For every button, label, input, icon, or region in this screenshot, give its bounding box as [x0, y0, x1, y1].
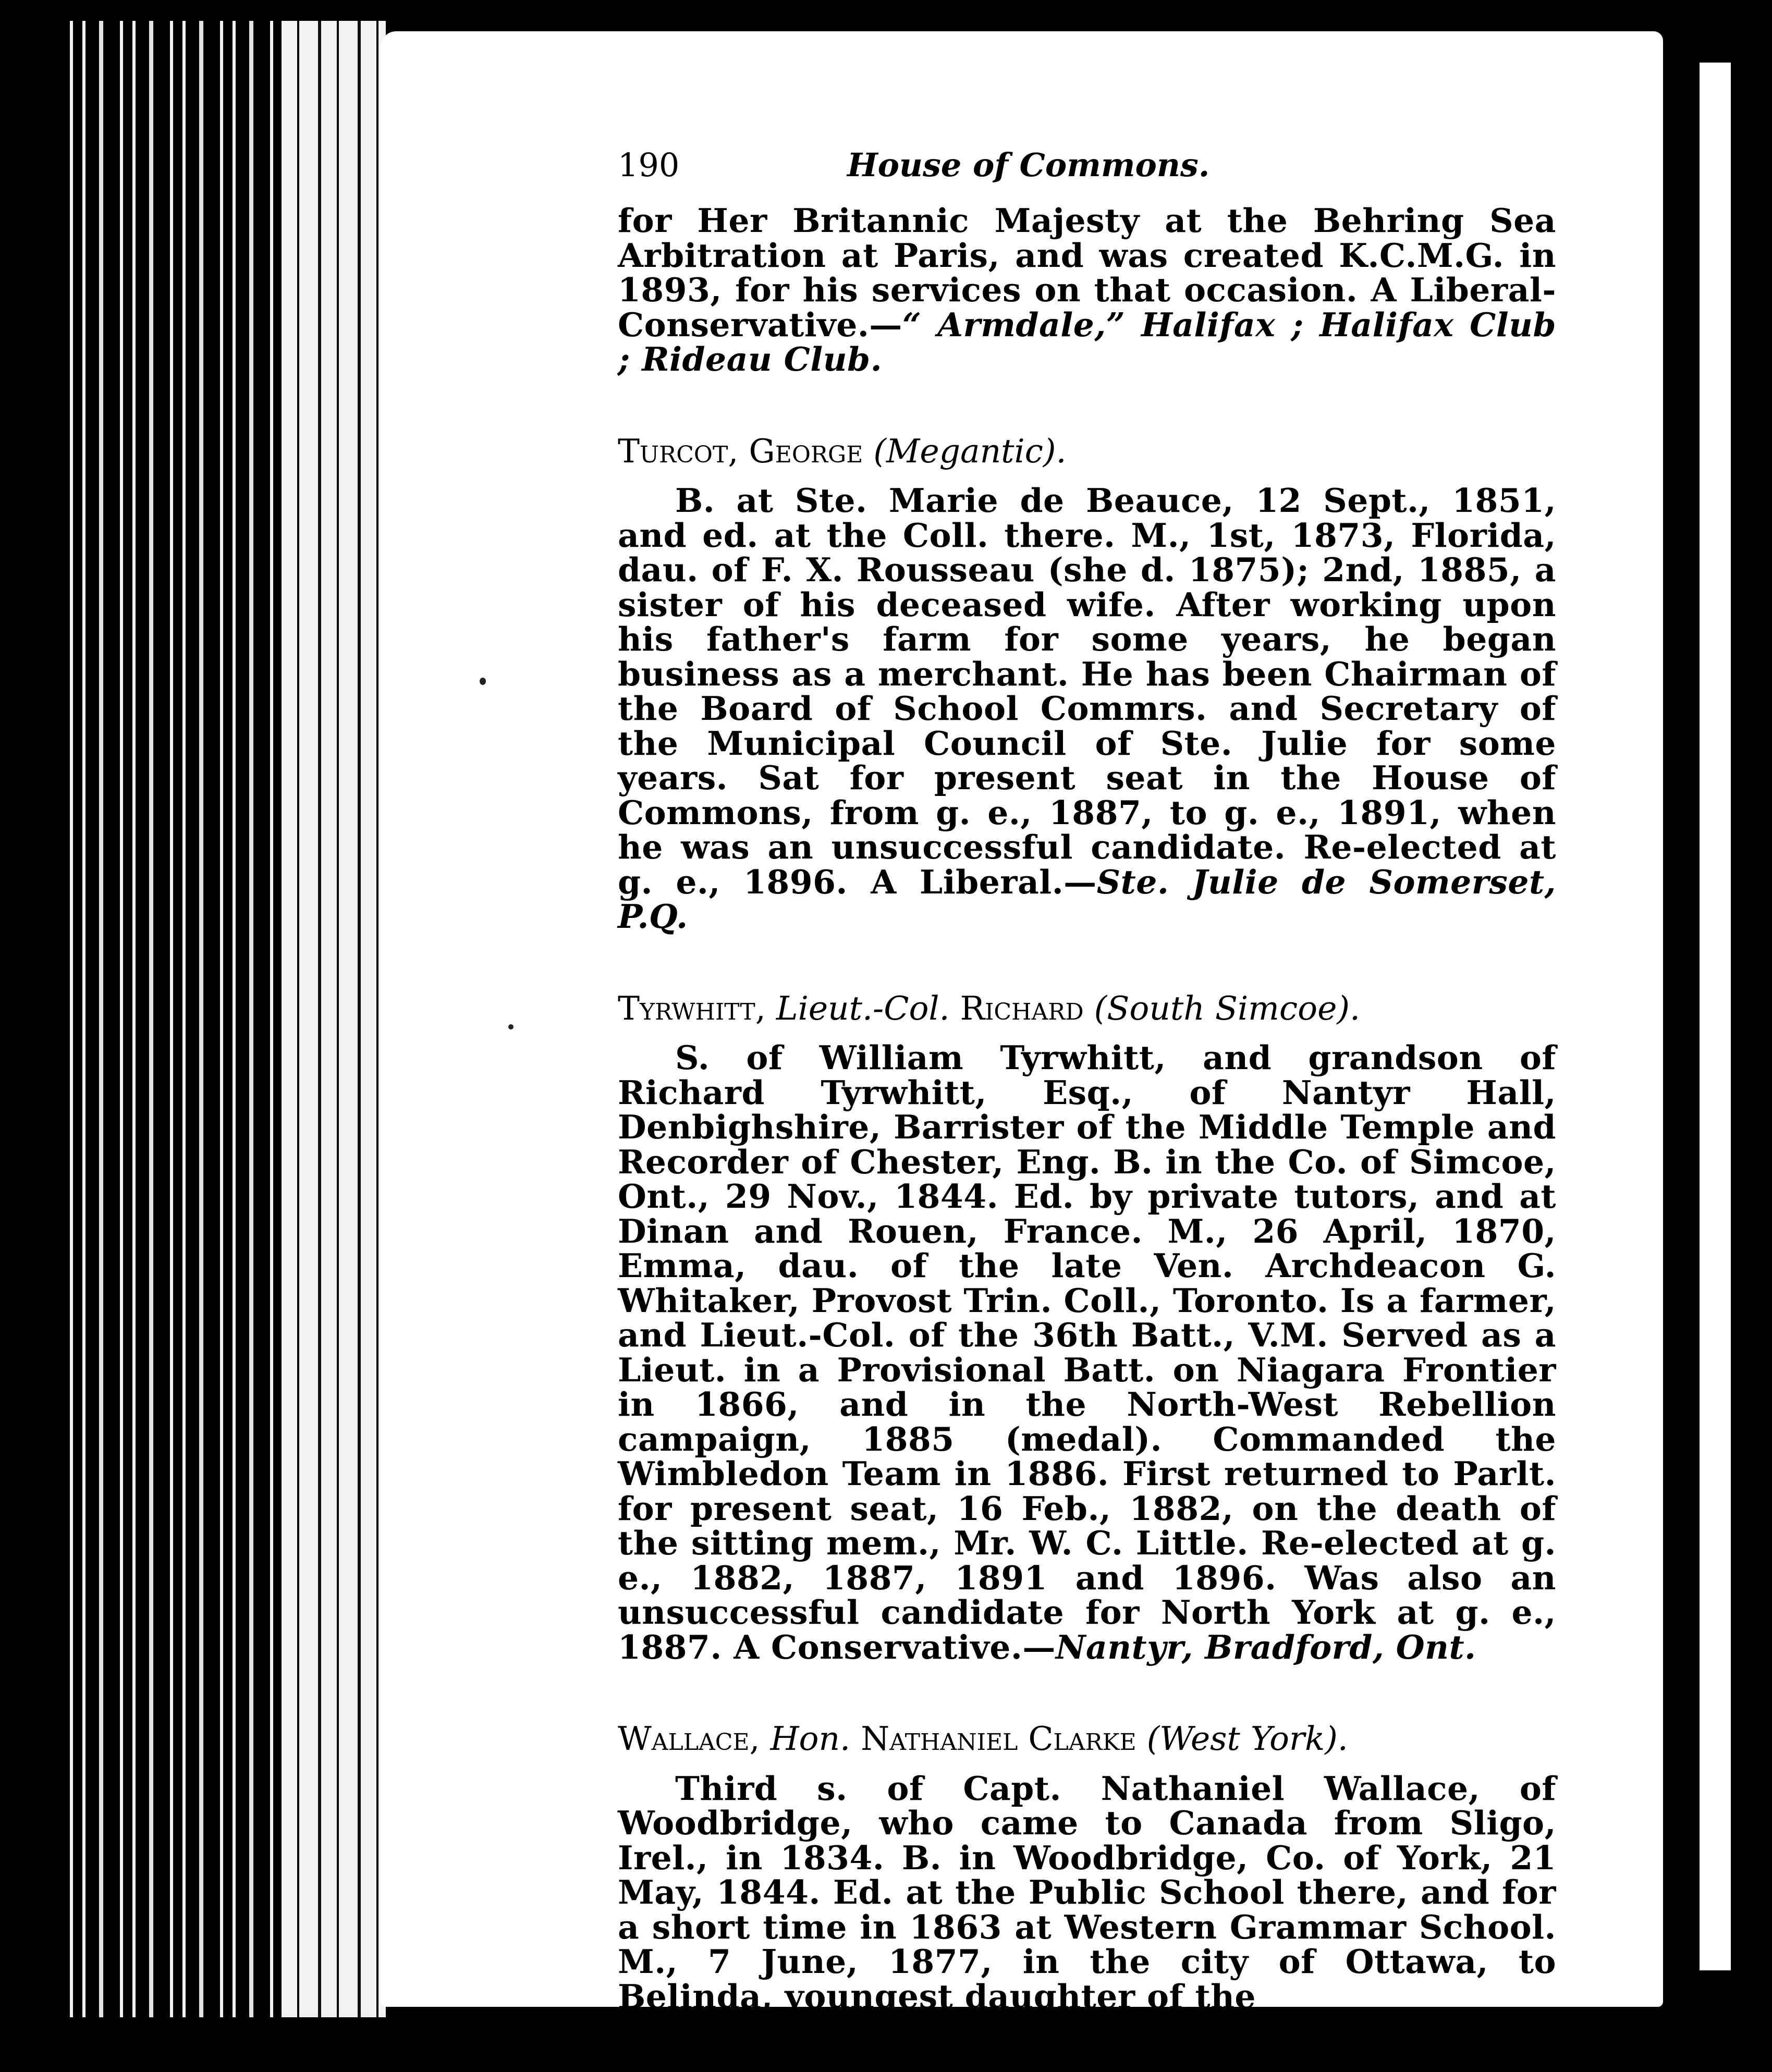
running-title: House of Commons. [847, 146, 1210, 184]
book-page-edges [63, 21, 386, 2017]
entry-address: Ste. Julie de Somerset, P.Q. [618, 862, 1556, 936]
entry-body-text: Third s. of Capt. Nathaniel Wallace, of Woodbridge, who came to Canada from Sligo, Irel., in 1834. B. in Woodbridge, Co. of York, 21 May, 1844. Ed. at the Public School there, and for a short time in 1863 at Western Grammar School. M., 7 June, 1877, in the city of Ottawa, to Belinda, youngest daughter of the [618, 1769, 1556, 2016]
entry-surname: Wallace [618, 1720, 750, 1758]
entry-body-wallace [618, 1771, 1556, 2014]
entry-body-text: S. of William Tyrwhitt, and grandson of Richard Tyrwhitt, Esq., of Nantyr Hall, Denbighshire, Barrister of the Middle Temple and Recorder of Chester, Eng. B. in the Co. of Simcoe, Ont., 29 Nov., 1844. Ed. by private tutors, and at Dinan and Rouen, France. M., 26 April, 1870, Emma, dau. of the late Ven. Archdeacon G. Whitaker, Provost Trin. Coll., Toronto. Is a farmer, and Lieut.-Col. of the 36th Batt., V.M. Served as a Lieut. in a Provisional Batt. on Niagara Frontier in 1866, and in the North-West Rebellion campaign, 1885 (medal). Commanded the Wimbledon Team in 1886. First returned to Parlt. for present seat, 16 Feb., 1882, on the death of the sitting mem., Mr. W. C. Little. Re-elected at g. e., 1882, 1887, 1891 and 1896. Was also an unsuccessful candidate for North York at g. e., 1887. A Conservative.— [618, 1038, 1556, 1666]
entry-title: Lieut.-Col. [776, 989, 950, 1027]
continuation-paragraph [618, 203, 1556, 377]
entry-constituency: (Megantic). [873, 432, 1067, 470]
entry-given-name: Richard [960, 989, 1084, 1027]
entry-heading-tyrwhitt: Tyrwhitt, Lieut.-Col. Richard (South Simcoe). [618, 989, 1360, 1027]
entry-surname: Tyrwhitt [618, 989, 755, 1027]
entry-body-turcot [618, 483, 1556, 934]
entry-heading-turcot: Turcot, George (Megantic). [618, 432, 1067, 470]
running-head [618, 146, 1556, 203]
entry-address: Nantyr, Bradford, Ont. [1055, 1627, 1476, 1666]
entry-heading-wallace: Wallace, Hon. Nathaniel Clarke (West York). [618, 1720, 1348, 1758]
ink-speck [508, 1024, 514, 1029]
entry-given-name: Nathaniel Clarke [861, 1720, 1136, 1758]
entry-given-name: George [749, 432, 863, 470]
continuation-text: for Her Britannic Majesty at the Behring Sea Arbitration at Paris, and was created K.C.M.G. in 1893, for his services on that occasion. A Liberal-Conservative.— [618, 201, 1556, 344]
entry-constituency: (South Simcoe). [1094, 989, 1360, 1027]
entry-title: Hon. [770, 1720, 851, 1758]
entry-surname: Turcot [618, 432, 728, 470]
facing-page-edge [1700, 63, 1731, 1970]
ink-speck [480, 678, 486, 685]
continuation-address: “ Armdale,” Halifax ; Halifax Club ; Rideau Club. [618, 305, 1556, 378]
page-number: 190 [618, 146, 680, 184]
entry-body-tyrwhitt [618, 1040, 1556, 1664]
entry-body-text: B. at Ste. Marie de Beauce, 12 Sept., 1851, and ed. at the Coll. there. M., 1st, 1873, Florida, dau. of F. X. Rousseau (she d. 1875); 2nd, 1885, a sister of his deceased wife. After working upon his father's farm for some years, he began business as a merchant. He has been Chairman of the Board of School Commrs. and Secretary of the Municipal Council of Ste. Julie for some years. Sat for present seat in the House of Commons, from g. e., 1887, to g. e., 1891, when he was an unsuccessful candidate. Re-elected at g. e., 1896. A Liberal.— [618, 481, 1556, 901]
entry-constituency: (West York). [1146, 1720, 1348, 1758]
page-text [618, 146, 1556, 2014]
